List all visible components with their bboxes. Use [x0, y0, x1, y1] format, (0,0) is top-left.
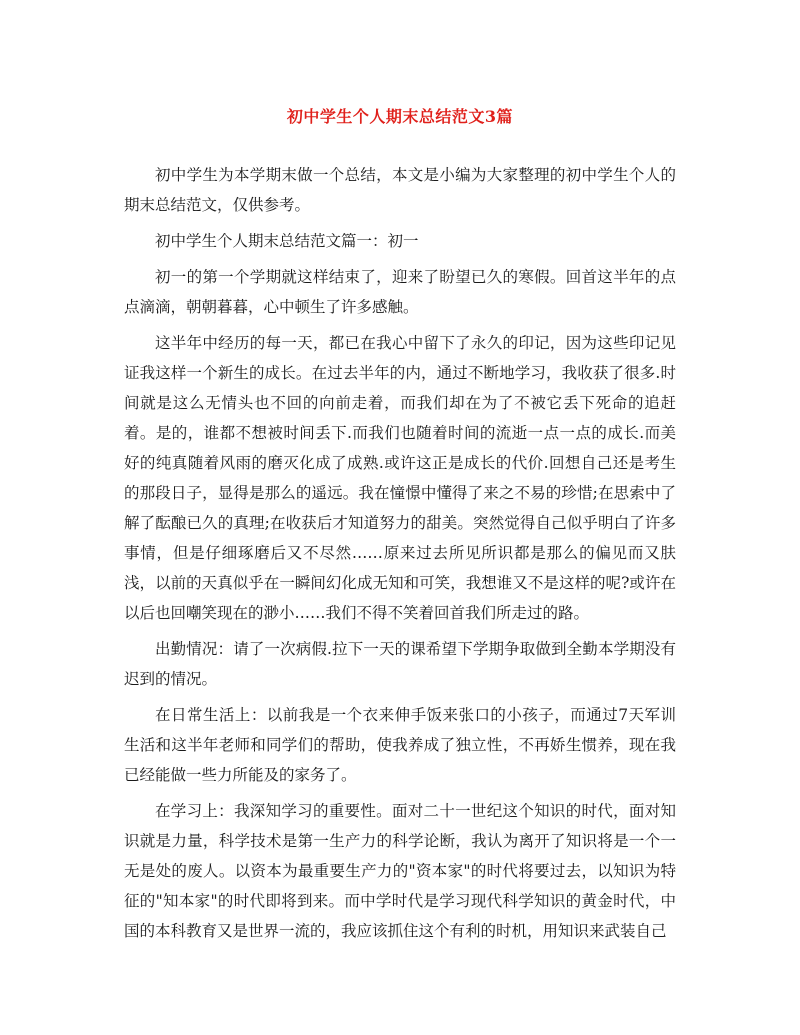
- paragraph: 这半年中经历的每一天，都已在我心中留下了永久的印记，因为这些印记见证我这样一个新生的成长。在过去半年的内，通过不断地学习，我收获了很多.时间就是这么无情头也不回的向前走着，而我们却在为了不被它丢下死命的追赶着。是的，谁都不想被时间丢下.而我们也随着时间的流逝一点一点的成长.而美好的纯真随着风雨的磨灭化成了成熟.或许这正是成长的代价.回想自己还是考生的那段日子，显得是那么的遥远。我在憧憬中懂得了来之不易的珍惜;在思索中了解了酝酿已久的真理;在收获后才知道努力的甜美。突然觉得自己似乎明白了许多事情，但是仔细琢磨后又不尽然……原来过去所见所识都是那么的偏见而又肤浅，以前的天真似乎在一瞬间幻化成无知和可笑，我想谁又不是这样的呢?或许在以后也回嘲笑现在的渺小……我们不得不笑着回首我们所走过的路。: [124, 334, 676, 622]
- document-title: 初中学生个人期末总结范文3篇: [286, 107, 514, 126]
- paragraph-study: 在学习上：我深知学习的重要性。面对二十一世纪这个知识的时代，面对知识就是力量，科学技术是第一生产力的科学论断，我认为离开了知识将是一个一无是处的废人。以资本为最重要生产力的"资本家"的时代将要过去，以知识为特征的"知本家"的时代即将到来。而中学时代是学习现代科学知识的黄金时代，中国的本科教育又是世界一流的，我应该抓住这个有利的时机，用知识来武装自己: [124, 802, 676, 940]
- paragraph-daily-life: 在日常生活上：以前我是一个衣来伸手饭来张口的小孩子，而通过7天军训生活和这半年老师和同学们的帮助，使我养成了独立性，不再娇生惯养，现在我已经能做一些力所能及的家务了。: [124, 706, 676, 784]
- document-body: [124, 160, 676, 952]
- paragraph-attendance: 出勤情况：请了一次病假.拉下一天的课希望下学期争取做到全勤本学期没有迟到的情况。: [124, 640, 676, 688]
- paragraph: 初一的第一个学期就这样结束了，迎来了盼望已久的寒假。回首这半年的点点滴滴，朝朝暮暮，心中顿生了许多感触。: [124, 268, 676, 316]
- section-heading: 初中学生个人期末总结范文篇一：初一: [155, 232, 419, 250]
- paragraph-intro: 初中学生为本学期末做一个总结，本文是小编为大家整理的初中学生个人的期末总结范文，仅供参考。: [124, 166, 676, 214]
